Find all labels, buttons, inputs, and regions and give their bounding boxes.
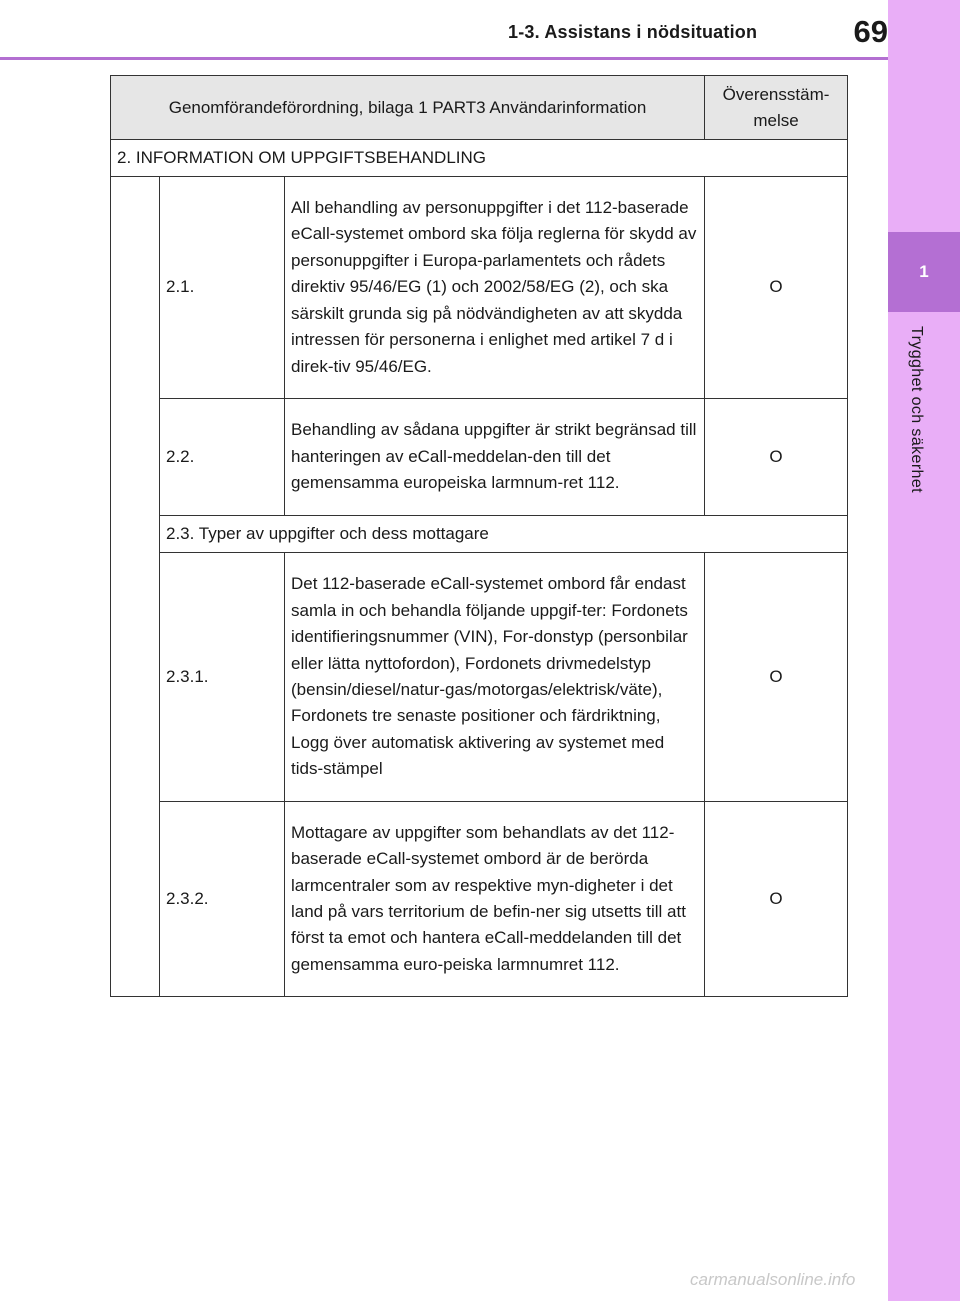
regulation-table [110, 75, 848, 997]
indent-cell [111, 177, 160, 997]
watermark: carmanualsonline.info [690, 1270, 856, 1289]
table-header-row [111, 76, 848, 140]
clause-text: Mottagare av uppgifter som behandlats av det 112-baserade eCall-systemet ombord är de berörda larmcentraler som av respektive myn-digheter i det land på vars territorium de befin-ner sig utsetts till att först ta emot och hantera eCall-meddelanden till det gemensamma euro-peiska larmnumret 112. [285, 802, 705, 997]
section-heading: 2. INFORMATION OM UPPGIFTSBEHANDLING [111, 140, 848, 177]
table-row [111, 553, 848, 802]
chapter-number: 1 [919, 262, 929, 281]
clause-text: Det 112-baserade eCall-systemet ombord får endast samla in och behandla följande uppgif-ter: Fordonets identifieringsnummer (VIN), For-donstyp (personbilar eller lätta nyttofordon), Fordonets drivmedelstyp (bensin/diesel/natur-gas/motorgas/elektrisk/väte), Fordonets tre senaste positioner och färdriktning, Logg över automatisk aktivering av systemet med tids-stämpel [285, 553, 705, 802]
chapter-title: Trygghet och säkerhet [908, 326, 925, 494]
section-row [111, 140, 848, 177]
table-row [111, 177, 848, 399]
table-row [111, 802, 848, 997]
column-header-main: Genomförandeförordning, bilaga 1 PART3 Användarinformation [111, 76, 705, 140]
subsection-heading: 2.3. Typer av uppgifter och dess mottagare [160, 516, 848, 553]
chapter-number-tab[interactable] [888, 232, 960, 312]
header-divider [0, 57, 888, 60]
compliance-mark: O [705, 399, 848, 516]
compliance-mark: O [705, 553, 848, 802]
compliance-mark: O [705, 802, 848, 997]
section-title: 1-3. Assistans i nödsituation [508, 22, 758, 42]
subsection-row [111, 516, 848, 553]
clause-number: 2.3.1. [160, 553, 285, 802]
clause-number: 2.1. [160, 177, 285, 399]
page-number: 69 [853, 14, 888, 49]
side-tab-strip [888, 0, 960, 1301]
clause-number: 2.3.2. [160, 802, 285, 997]
table-row [111, 399, 848, 516]
clause-text: Behandling av sådana uppgifter är strikt begränsad till hanteringen av eCall-meddelan-den till det gemensamma europeiska larmnum-ret 112. [285, 399, 705, 516]
clause-number: 2.2. [160, 399, 285, 516]
clause-text: All behandling av personuppgifter i det 112-baserade eCall-systemet ombord ska följa reglerna för skydd av personuppgifter i Europa-parlamentets och rådets direktiv 95/46/EG (1) och 2002/58/EG (2), och ska särskilt grunda sig på nödvändigheten av att skydda intressen för personerna i enlighet med artikel 7 d i direk-tiv 95/46/EG. [285, 177, 705, 399]
column-header-status: Överensstäm-melse [705, 76, 848, 140]
compliance-mark: O [705, 177, 848, 399]
